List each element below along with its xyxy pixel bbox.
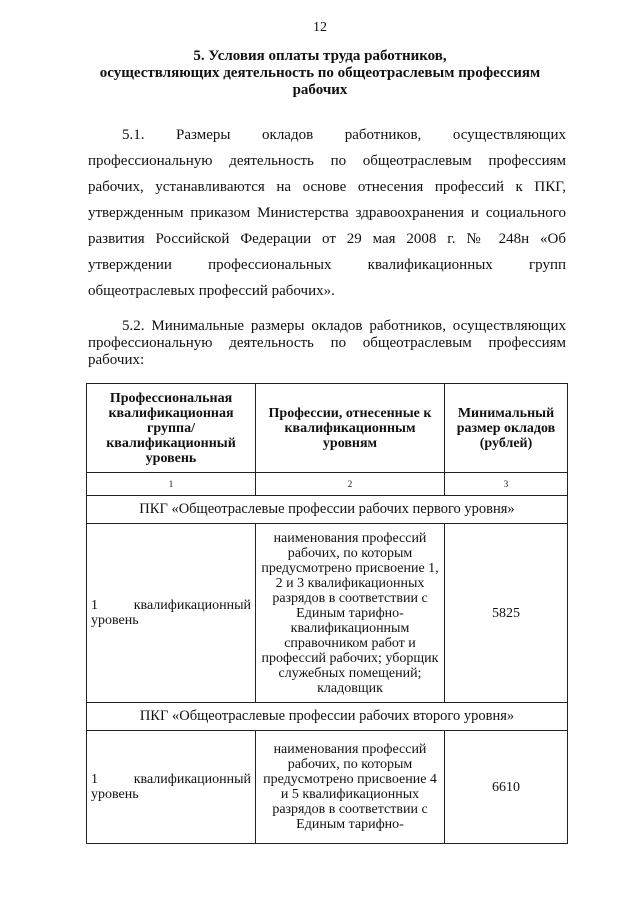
table-row xyxy=(87,731,568,844)
paragraph-5-1: 5.1. Размеры окладов работников, осуществляющих профессиональную деятельность по общеотраслевым профессиям рабочих, устанавливаются на основе отнесения профессий к ПКГ, утвержденным приказом Министерства здравоохранения и социального развития Российской Федерации от 29 мая 2008 г. № 248н «Об утверждении профессиональных квалификационных групп общеотраслевых профессий рабочих». xyxy=(88,127,566,299)
heading-line-2: осуществляющих деятельность по общеотраслевым профессиям xyxy=(99,65,541,81)
group-title: ПКГ «Общеотраслевые профессии рабочих второго уровня» xyxy=(87,703,568,731)
header-min-salary: Минимальный размер окладов (рублей) xyxy=(445,384,568,473)
group-row xyxy=(87,703,568,731)
group-row xyxy=(87,496,568,524)
section-heading xyxy=(60,48,580,99)
qualification-level: 1 квалификационный уровень xyxy=(87,524,256,703)
paragraph-5-2: 5.2. Минимальные размеры окладов работников, осуществляющих профессиональную деятельность по общеотраслевым профессиям рабочих: xyxy=(88,318,566,368)
column-number: 2 xyxy=(256,473,445,496)
table-row xyxy=(87,524,568,703)
header-qualification-group: Профессиональная квалификационная группа/ квалификационный уровень xyxy=(87,384,256,473)
page-number: 12 xyxy=(313,20,327,35)
qualification-level: 1 квалификационный уровень xyxy=(87,731,256,844)
column-number: 1 xyxy=(87,473,256,496)
heading-line-3: рабочих xyxy=(292,82,348,98)
salary-cell: 6610 xyxy=(445,731,568,844)
heading-line-1: 5. Условия оплаты труда работников, xyxy=(193,48,447,64)
column-number: 3 xyxy=(445,473,568,496)
professions-cell: наименования профессий рабочих, по которым предусмотрено присвоение 1, 2 и 3 квалификационных разрядов в соответствии с Единым тарифно-квалификационным справочником работ и профессий рабочих; уборщик служебных помещений; кладовщик xyxy=(256,524,445,703)
column-number-row xyxy=(87,473,568,496)
salary-cell: 5825 xyxy=(445,524,568,703)
table-header-row xyxy=(87,384,568,473)
salary-table xyxy=(86,383,568,844)
header-professions: Профессии, отнесенные к квалификационным уровням xyxy=(256,384,445,473)
professions-cell: наименования профессий рабочих, по которым предусмотрено присвоение 4 и 5 квалификационных разрядов в соответствии с Единым тарифно- xyxy=(256,731,445,844)
group-title: ПКГ «Общеотраслевые профессии рабочих первого уровня» xyxy=(87,496,568,524)
